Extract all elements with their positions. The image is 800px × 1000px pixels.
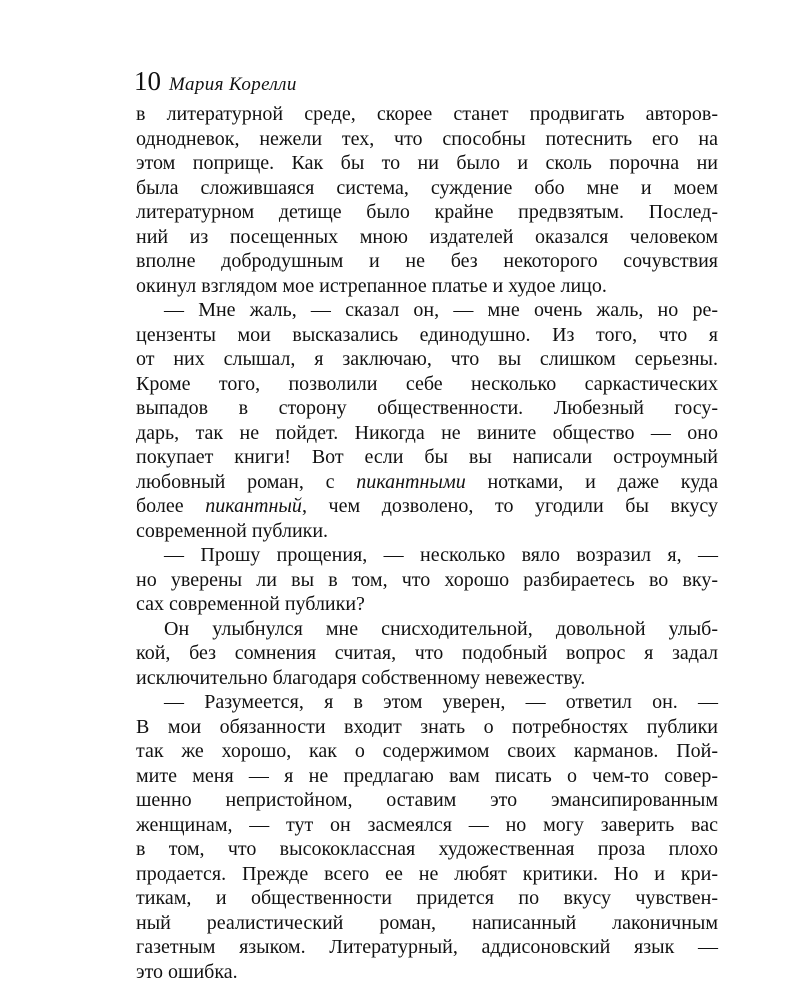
text-line: литературном детище было крайне предвзятым. Послед- bbox=[136, 201, 718, 223]
text-line: тикам, и общественности придется по вкусу чувствен- bbox=[136, 887, 718, 909]
body-text bbox=[136, 102, 718, 984]
text-segment: более bbox=[136, 495, 206, 517]
text-line: в литературной среде, скорее станет продвигать авторов- bbox=[136, 103, 718, 125]
text-line: — Мне жаль, — сказал он, — мне очень жаль, но ре- bbox=[164, 299, 718, 321]
text-line: В мои обязанности входит знать о потребностях публики bbox=[136, 715, 718, 738]
text-line: газетным языком. Литературный, аддисоновский язык — bbox=[136, 936, 718, 958]
running-head bbox=[134, 64, 297, 98]
text-line: — Разумеется, я в этом уверен, — ответил он. — bbox=[164, 691, 718, 713]
running-title: Мария Корелли bbox=[169, 74, 297, 95]
text-line: однодневок, нежели тех, что способны потеснить его на bbox=[136, 127, 718, 150]
text-line: покупает книги! Вот если бы вы написали остроумный bbox=[136, 446, 718, 468]
text-segment: , чем дозволено, то угодили бы вкусу bbox=[301, 495, 718, 517]
text-line: исключительно благодаря собственному невежеству. bbox=[136, 666, 586, 689]
text-line: Он улыбнулся мне снисходительной, довольной улыб- bbox=[164, 617, 718, 640]
page-number: 10 bbox=[134, 66, 161, 96]
text-line: цензенты мои высказались единодушно. Из того, что я bbox=[136, 323, 718, 346]
text-line: кой, без сомнения считая, что подобный вопрос я задал bbox=[136, 642, 718, 664]
text-line: ний из посещенных мною издателей оказался человеком bbox=[136, 225, 718, 248]
text-line: ный реалистический роман, написанный лаконичным bbox=[136, 911, 718, 934]
text-line: — Прошу прощения, — несколько вяло возразил я, — bbox=[164, 544, 718, 566]
text-line: окинул взглядом мое истрепанное платье и худое лицо. bbox=[136, 274, 607, 297]
text-line: дарь, так не пойдет. Никогда не вините общество — оно bbox=[136, 421, 718, 444]
text-line: от них слышал, я заключаю, что вы слишком серьезны. bbox=[136, 348, 718, 370]
text-line bbox=[136, 470, 718, 495]
text-line: Кроме того, позволили себе несколько саркастических bbox=[136, 372, 718, 395]
text-segment: любовный роман, с bbox=[136, 470, 357, 493]
italic-word: пикантными bbox=[356, 470, 466, 493]
text-line: в том, что высококлассная художественная проза плохо bbox=[136, 838, 718, 860]
text-line: вполне добродушным и не без некоторого сочувствия bbox=[136, 250, 718, 272]
text-line: была сложившаяся система, суждение обо мне и моем bbox=[136, 176, 718, 199]
text-line: современной публики. bbox=[136, 519, 329, 542]
text-line bbox=[136, 494, 718, 519]
text-line: мите меня — я не предлагаю вам писать о чем-то совер- bbox=[136, 764, 718, 787]
text-line: сах современной публики? bbox=[136, 593, 365, 615]
text-line: так же хорошо, как о содержимом своих карманов. Пой- bbox=[136, 740, 718, 762]
italic-word: пикантный bbox=[205, 495, 302, 517]
text-line: но уверены ли вы в том, что хорошо разбираетесь во вку- bbox=[136, 568, 718, 591]
text-line: выпадов в сторону общественности. Любезный госу- bbox=[136, 397, 718, 419]
text-line: этом поприще. Как бы то ни было и сколь порочна ни bbox=[136, 152, 718, 174]
text-line: продается. Прежде всего ее не любят критики. Но и кри- bbox=[136, 862, 718, 885]
text-line: шенно непристойном, оставим это эмансипированным bbox=[136, 789, 718, 811]
text-line: женщинам, — тут он засмеялся — но могу заверить вас bbox=[136, 813, 718, 836]
text-segment: нотками, и даже куда bbox=[465, 470, 718, 493]
text-line: это ошибка. bbox=[136, 960, 238, 983]
